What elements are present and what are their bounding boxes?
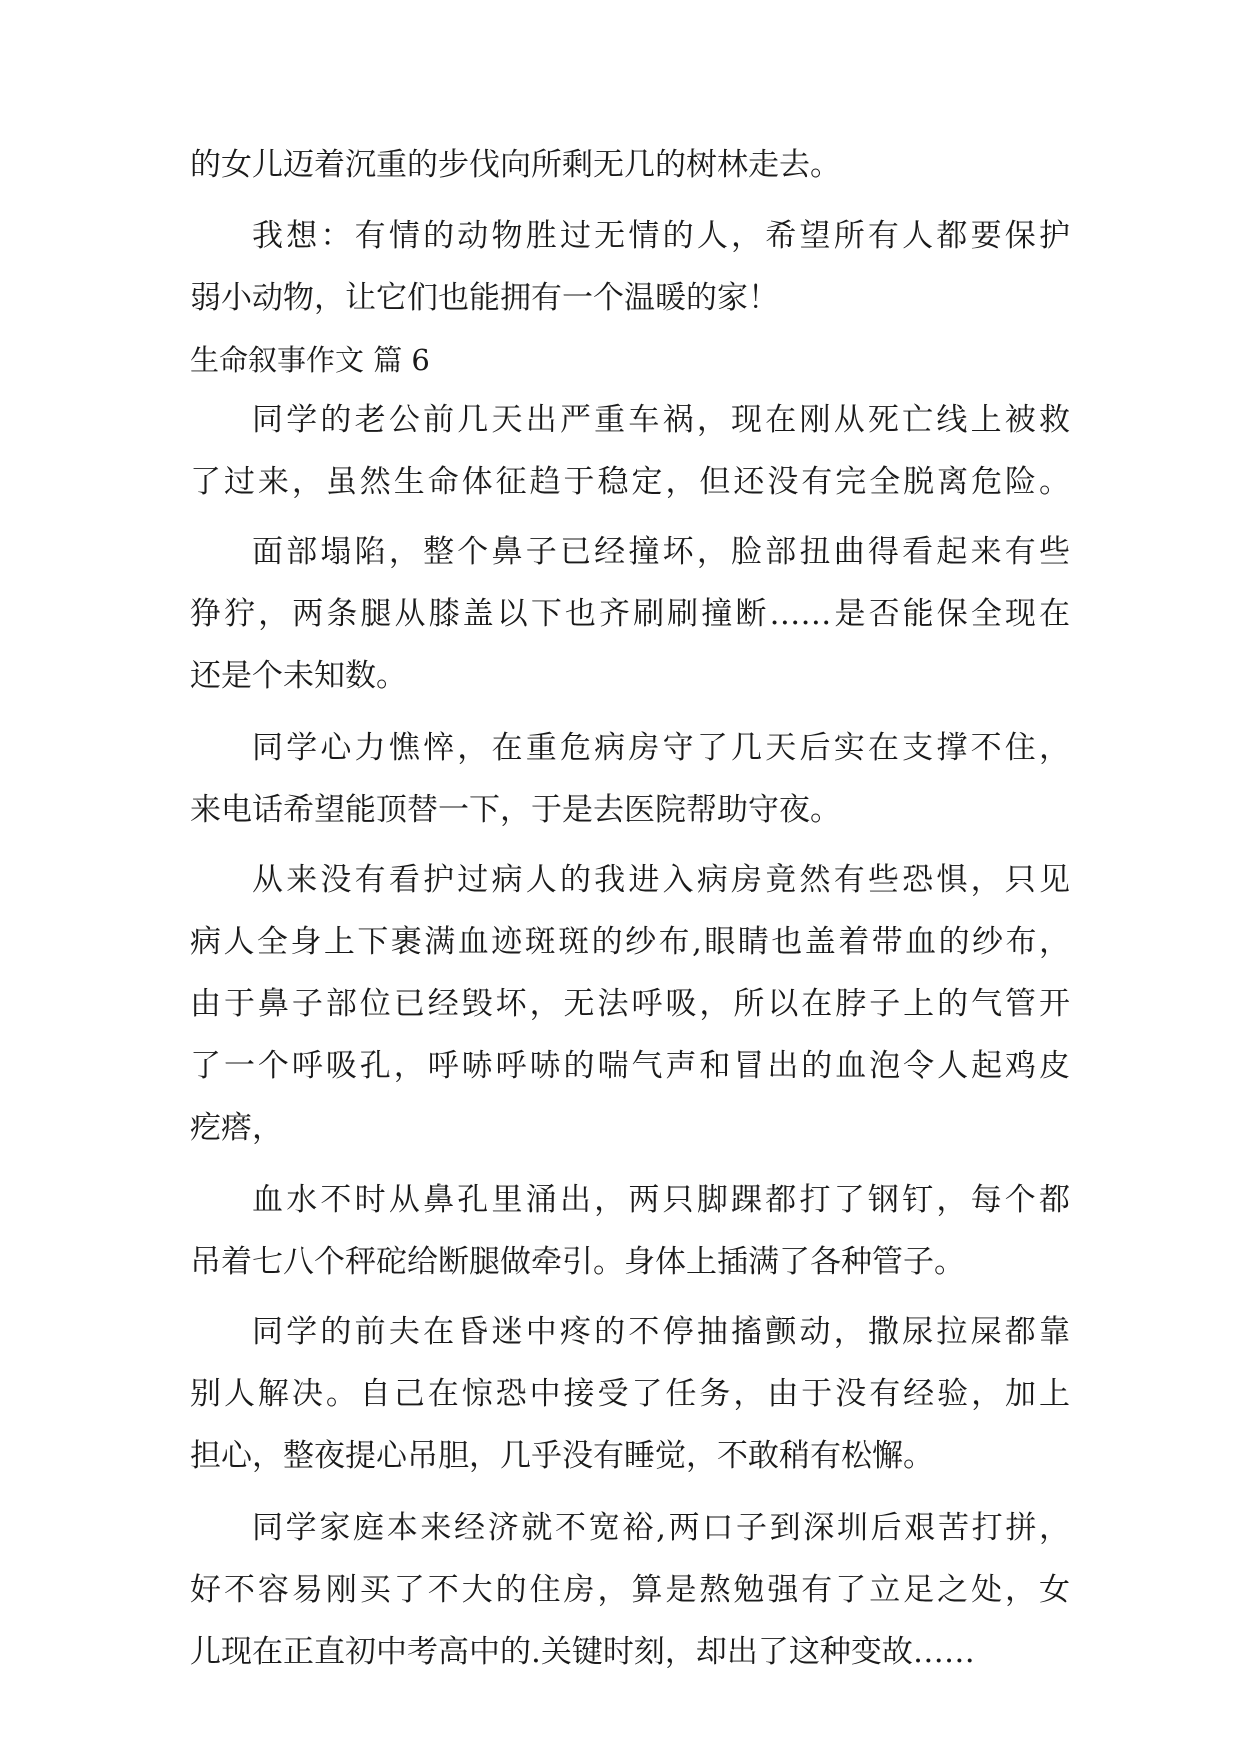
paragraph-line: 同学家庭本来经济就不宽裕,两口子到深圳后艰苦打拼， xyxy=(252,1510,1070,1546)
paragraph-line: 儿现在正直初中考高中的.关键时刻，却出了这种变故…… xyxy=(190,1634,975,1670)
paragraph-line: 还是个未知数。 xyxy=(190,658,407,694)
paragraph-line: 面部塌陷，整个鼻子已经撞坏，脸部扭曲得看起来有些 xyxy=(252,534,1070,570)
section-title: 生命叙事作文 篇 6 xyxy=(190,343,430,377)
paragraph-line: 由于鼻子部位已经毁坏，无法呼吸，所以在脖子上的气管开 xyxy=(190,986,1070,1022)
paragraph-line: 的女儿迈着沉重的步伐向所剩无几的树林走去。 xyxy=(190,147,841,183)
paragraph-line: 别人解决。自己在惊恐中接受了任务，由于没有经验，加上 xyxy=(190,1376,1070,1412)
paragraph-line: 好不容易刚买了不大的住房，算是熬勉强有了立足之处，女 xyxy=(190,1572,1070,1608)
paragraph-line: 同学心力憔悴，在重危病房守了几天后实在支撑不住， xyxy=(252,730,1070,766)
paragraph-line: 血水不时从鼻孔里涌出，两只脚踝都打了钢钉，每个都 xyxy=(252,1182,1070,1218)
paragraph-line: 担心，整夜提心吊胆，几乎没有睡觉，不敢稍有松懈。 xyxy=(190,1438,934,1474)
paragraph-line: 我想：有情的动物胜过无情的人，希望所有人都要保护 xyxy=(252,218,1070,254)
paragraph-line: 来电话希望能顶替一下，于是去医院帮助守夜。 xyxy=(190,792,841,828)
paragraph-line: 了一个呼吸孔，呼哧呼哧的喘气声和冒出的血泡令人起鸡皮 xyxy=(190,1048,1070,1084)
paragraph-line: 同学的老公前几天出严重车祸，现在刚从死亡线上被救 xyxy=(252,402,1070,438)
paragraph-line: 疙瘩， xyxy=(190,1110,283,1146)
paragraph-line: 吊着七八个秤砣给断腿做牵引。身体上插满了各种管子。 xyxy=(190,1244,965,1280)
paragraph-line: 狰狞，两条腿从膝盖以下也齐刷刷撞断……是否能保全现在 xyxy=(190,596,1070,632)
paragraph-line: 病人全身上下裹满血迹斑斑的纱布,眼睛也盖着带血的纱布， xyxy=(190,924,1070,960)
paragraph-line: 同学的前夫在昏迷中疼的不停抽搐颤动，撒尿拉屎都靠 xyxy=(252,1314,1070,1350)
paragraph-line: 从来没有看护过病人的我进入病房竟然有些恐惧，只见 xyxy=(252,862,1070,898)
paragraph-line: 了过来，虽然生命体征趋于稳定，但还没有完全脱离危险。 xyxy=(190,464,1070,500)
paragraph-line: 弱小动物，让它们也能拥有一个温暖的家！ xyxy=(190,280,779,316)
